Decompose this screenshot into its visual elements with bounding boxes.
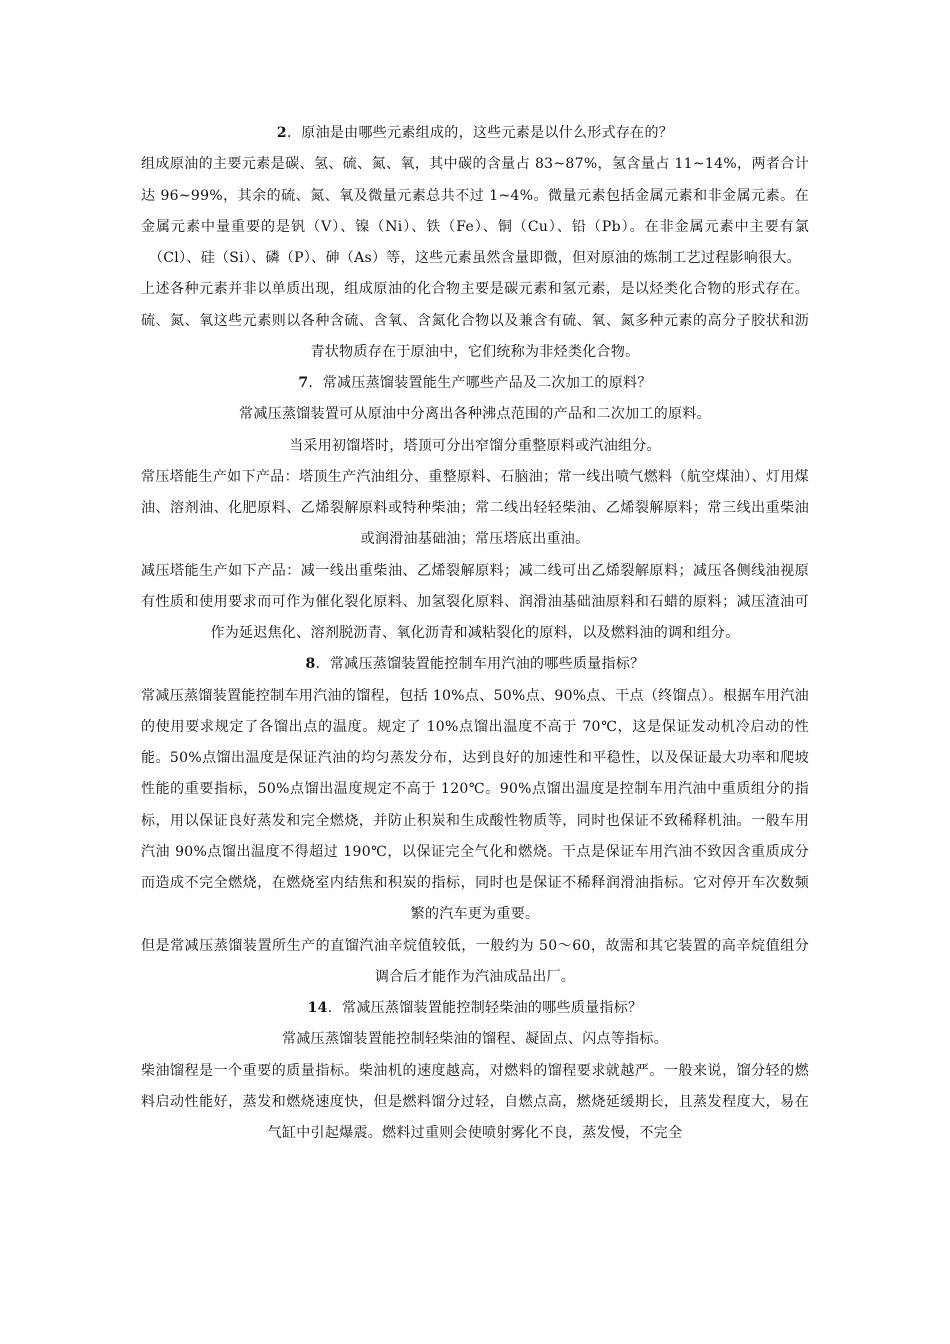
question-heading-14: [141, 993, 809, 1024]
answer-paragraph: 上述各种元素并非以单质出现，组成原油的化合物主要是碳元素和氢元素，是以烃类化合物的形式存在。硫、氮、氧这些元素则以各种含硫、含氧、含氮化合物以及兼含有硫、氧、氮多种元素的高分子胶状和沥青状物质存在于原油中，它们统称为非烃类化合物。: [141, 281, 809, 360]
question-number: 7: [298, 375, 309, 391]
answer-paragraph: 当采用初馏塔时，塔顶可分出窄馏分重整原料或汽油组分。: [289, 437, 661, 454]
answer-paragraph: 减压塔能生产如下产品：减一线出重柴油、乙烯裂解原料；减二线可出乙烯裂解原料；减压各侧线油视原有性质和使用要求而可作为催化裂化原料、加氢裂化原料、润滑油基础油原料和石蜡的原料；减压渣油可作为延迟焦化、溶剂脱沥青、氧化沥青和减粘裂化的原料，以及燃料油的调和组分。: [141, 562, 809, 641]
question-heading-8: [141, 649, 809, 680]
question-text: ．常减压蒸馏装置能控制轻柴油的哪些质量指标？: [327, 1000, 643, 1016]
answer-paragraph: 常减压蒸馏装置能控制车用汽油的馏程，包括 10%点、50%点、90%点、干点（终馏点）。根据车用汽油的使用要求规定了各馏出点的温度。规定了 10%点馏出温度不高于 70℃，这是保证发动机冷启动的性能。50%点馏出温度是保证汽油的均匀蒸发分布，达到良好的加速性和平稳性，以及保证最大功率和爬坡性能的重要指标，50%点馏出温度规定不高于 120℃。90%点馏出温度是控制车用汽油中重质组分的指标，用以保证良好蒸发和完全燃烧，并防止积炭和生成酸性物质等，同时也保证不致稀释机油。一般车用汽油 90%点馏出温度不得超过 190℃，以保证完全气化和燃烧。干点是保证车用汽油不致因含重质成分而造成不完全燃烧，在燃烧室内结焦和积炭的指标，同时也是保证不稀释润滑油指标。它对停开车次数频繁的汽车更为重要。: [141, 687, 809, 923]
answer-paragraph: 常压塔能生产如下产品：塔顶生产汽油组分、重整原料、石脑油；常一线出喷气燃料（航空煤油）、灯用煤油、溶剂油、化肥原料、乙烯裂解原料或特种柴油；常二线出轻轻柴油、乙烯裂解原料；常三线出重柴油或润滑油基础油；常压塔底出重油。: [141, 468, 809, 548]
question-text: ．常减压蒸馏装置能生产哪些产品及二次加工的原料？: [308, 375, 652, 391]
answer-paragraph: 常减压蒸馏装置能控制轻柴油的馏程、凝固点、闪点等指标。: [281, 1031, 669, 1048]
question-text: ．原油是由哪些元素组成的，这些元素是以什么形式存在的？: [286, 125, 674, 141]
answer-paragraph: 但是常减压蒸馏装置所生产的直馏汽油辛烷值较低，一般约为 50～60，故需和其它装置的高辛烷值组分调合后才能作为汽油成品出厂。: [141, 937, 809, 985]
question-heading-2: [141, 118, 809, 149]
question-heading-7: [141, 368, 809, 399]
question-number: 14: [307, 1000, 328, 1016]
question-number: 2: [276, 125, 287, 141]
answer-paragraph: 组成原油的主要元素是碳、氢、硫、氮、氧，其中碳的含量占 83~87%，氢含量占 11~14%，两者合计达 96~99%，其余的硫、氮、氧及微量元素总共不过 1~4%。微量元素包括金属元素和非金属元素。在金属元素中量重要的是钒（V）、镍（Ni）、铁（Fe）、铜（Cu）、铅（Pb）。在非金属元素中主要有氯（Cl）、硅（Si）、磷（P）、砷（As）等，这些元素虽然含量即微，但对原油的炼制工艺过程影响很大。: [141, 156, 809, 266]
question-number: 8: [305, 656, 316, 673]
question-text: ．常减压蒸馏装置能控制车用汽油的哪些质量指标？: [315, 656, 645, 673]
answer-paragraph: 柴油馏程是一个重要的质量指标。柴油机的速度越高，对燃料的馏程要求就越严。一般来说，馏分轻的燃料启动性能好，蒸发和燃烧速度快，但是燃料馏分过轻，自燃点高，燃烧延缓期长，且蒸发程度大，易在气缸中引起爆震。燃料过重则会使喷射雾化不良，蒸发慢，不完全: [141, 1062, 809, 1141]
answer-paragraph: 常减压蒸馏装置可从原油中分离出各种沸点范围的产品和二次加工的原料。: [239, 406, 711, 423]
document-page: [141, 118, 809, 1149]
